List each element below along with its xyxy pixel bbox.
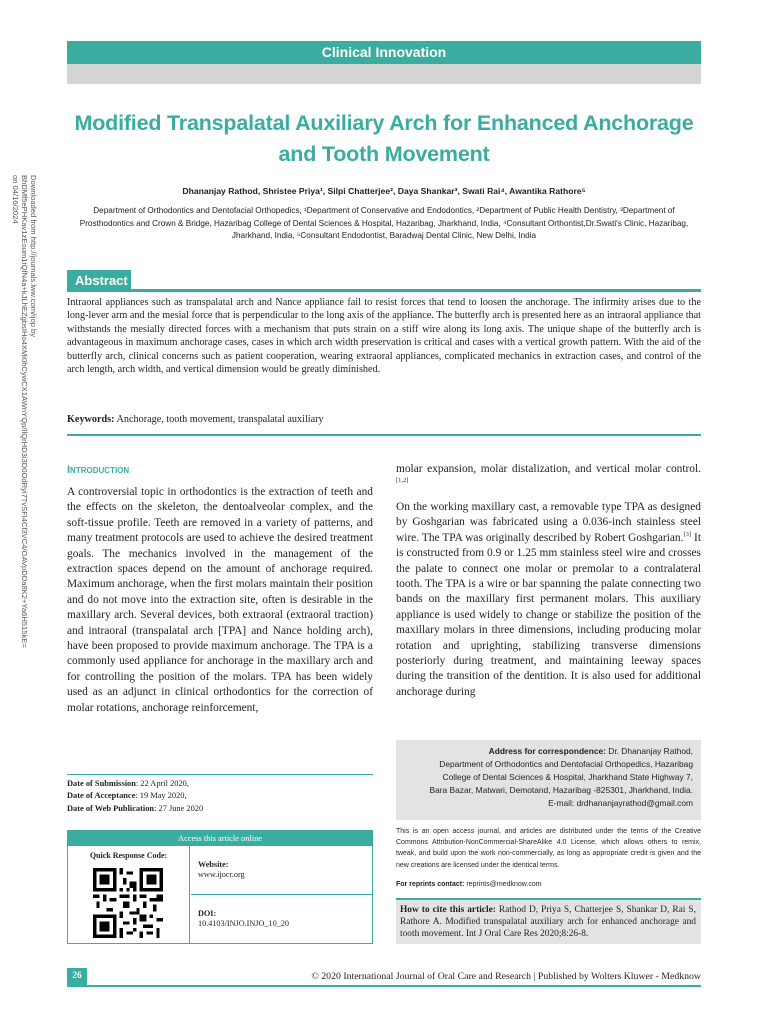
citation-box <box>396 898 701 944</box>
qr-cell <box>68 846 190 943</box>
license-notice: This is an open access journal, and articles are distributed under the terms of the Creative Commons Attribution-NonCommercial-ShareAlike 4.0 License, which allows others to remix, tweak, and build upon the work non-commercially, as long as appropriate credit is given and the new creations are licensed under the identical terms. <box>396 828 701 869</box>
website-cell <box>191 860 372 880</box>
doi-link[interactable]: 10.4103/INJO.INJO_10_20 <box>198 919 289 928</box>
correspondence-name: Dr. Dhananjay Rathod, <box>605 746 693 756</box>
intro-right-para1-text: molar expansion, molar distalization, and vertical molar control. <box>396 463 701 475</box>
section-sub-band <box>67 64 701 84</box>
date-publication <box>67 803 373 815</box>
reprints-label: For reprints contact: <box>396 881 465 888</box>
intro-right-para2-text-2: It is constructed from 0.9 or 1.25 mm stainless steel wire and crosses the palate to connect one molar or premolar to a contralateral tooth. The TPA is a wire or bar spanning the palate connecting two bands on the maxillary first permanent molars. This auxiliary appliance is used widely to change or stabilize the position of the maxillary molars in three dimensions, including producing molar rotation and uprighting, stabilizing transverse dimensions posteriorly during treatment, and maintaining leeway spaces during the transition of the dentition. It is also used for additional anchorage during <box>396 531 701 698</box>
date-acceptance <box>67 790 373 802</box>
qr-code-icon[interactable] <box>93 868 163 938</box>
access-box <box>67 830 373 944</box>
author-list: Dhananjay Rathod, Shristee Priya¹, Silpi Chatterjee², Daya Shankar³, Swati Rai⁴, Awantika Rathore⁵ <box>182 186 586 196</box>
reprints-email[interactable]: reprints@medknow.com <box>464 881 542 888</box>
abstract-rule <box>131 289 701 292</box>
date-submission-value: : 22 April 2020, <box>135 779 189 788</box>
article-dates <box>67 778 373 815</box>
website-label: Website: <box>198 860 229 869</box>
introduction-right-paragraph-2 <box>396 500 701 700</box>
introduction-heading: Introduction <box>67 464 130 476</box>
doi-label: DOI: <box>198 909 217 918</box>
footer-copyright: © 2020 International Journal of Oral Care and Research | Published by Wolters Kluwer - Medknow <box>311 971 701 982</box>
date-publication-label: Date of Web Publication <box>67 803 155 813</box>
citation-label: How to cite this article: <box>400 905 496 915</box>
access-heading: Access this article online <box>68 831 372 846</box>
date-acceptance-value: : 19 May 2020, <box>135 791 187 801</box>
correspondence-name-line <box>396 745 693 758</box>
access-divider <box>191 894 372 895</box>
dates-divider <box>67 774 373 775</box>
correspondence-email[interactable]: E-mail: drdhananjayrathod@gmail.com <box>548 798 693 808</box>
keywords-label: Keywords: <box>67 414 115 425</box>
citation-ref: [3] <box>683 531 692 539</box>
correspondence-box <box>396 740 701 820</box>
doi-cell <box>191 909 372 929</box>
date-submission-label: Date of Submission <box>67 779 136 788</box>
download-watermark <box>11 175 40 648</box>
keywords-divider <box>67 434 701 436</box>
abstract-text: Intraoral appliances such as transpalatal arch and Nance appliance fail to resist forces that tend to loosen the anchorage. The infirmity arises due to the long-lever arm and the mesial force that is perpendicular to the long axis of the appliance. The butterfly arch is presented here as an intraoral appliance that withstands the mesially directed forces with a mechanism that puts strain on a stiff wire along its long axis. The unique shape of the butterfly arch is advantageous in maximum anchorage cases, cases in which arch width preservation is critical and cases with a vertical growth pattern. With the aid of the butterfly arch, clinical concerns such as patient cooperation, wearing extraoral appliances, complicated mechanics in extraction cases, and control of the arch length, arch width, and vertical dimension would be greatly diminished. <box>67 297 701 376</box>
keywords <box>67 414 701 425</box>
correspondence-line-3: Bara Bazar, Matwari, Demotand, Hazaribag -825301, Jharkhand, India. <box>429 785 693 795</box>
introduction-right-paragraph-1 <box>396 462 701 493</box>
qr-label: Quick Response Code: <box>89 851 168 860</box>
affiliations: Department of Orthodontics and Dentofacial Orthopedics, ¹Department of Conservative and Endodontics, ²Department of Public Health Dentistry, ³Department of Prosthodontics and Crown & Bridge, Hazaribag College of Dental Sciences & Hospital, Hazaribag, Jharkhand, India, ⁴Consultant Orthontist,Dr.Swati's Clinic, Hazaribag, Jharkhand, India, ⁵Consultant Endodontist, Baradwaj Dental Clinic, New Delhi, India <box>79 206 689 241</box>
page-number: 26 <box>67 968 87 985</box>
website-link[interactable]: www.ijocr.org <box>198 870 245 879</box>
page-footer <box>67 968 701 987</box>
citation-ref: [1,2] <box>396 477 409 485</box>
download-watermark-text: Downloaded from http://journals.lww.com/ijop by BhDMf5ePHKav1zEoum1tQfN4a+kJLhEZgbsIHo4XMi0hCywCX1AWnYQp/IlQrHD3i3D0OdRyi7TvSFl4Cf3VC4/OAVpDDa8K2+Ya6H515kE= on 04/16/2024 <box>11 175 38 648</box>
intro-right-para2-text-1: On the working maxillary cast, a removable type TPA as designed by Goshgarian was fabricated using a 0.036-inch stainless steel wire. The TPA was originally described by Robert Goshgarian. <box>396 501 701 544</box>
abstract-header <box>67 270 701 292</box>
title-line-1: Modified Transpalatal Auxiliary Arch for Enhanced Anchorage <box>74 111 694 135</box>
title-line-2: and Tooth Movement <box>278 142 490 166</box>
date-acceptance-label: Date of Acceptance <box>67 791 136 801</box>
section-banner <box>67 41 701 64</box>
keywords-text: Anchorage, tooth movement, transpalatal auxiliary <box>116 414 324 425</box>
correspondence-label: Address for correspondence: <box>488 746 606 756</box>
citation-text: Rathod D, Priya S, Chatterjee S, Shankar D, Rai S, Rathore A. Modified transpalatal auxiliary arch for enhanced anchorage and tooth movement. Int J Oral Care Res 2020;8:26-8. <box>400 905 696 940</box>
access-info <box>191 846 372 943</box>
correspondence-line-1: Department of Orthodontics and Dentofacial Orthopedics, Hazaribag <box>439 759 693 769</box>
date-publication-value: : 27 June 2020 <box>154 803 204 813</box>
date-submission <box>67 778 373 790</box>
introduction-left-column: A controversial topic in orthodontics is the extraction of teeth and the effects on the skeleton, the dentoalveolar complex, and the soft-tissue profile. Teeth are removed in a variety of patterns, and many treatment protocols are used to achieve the desired treatment goals. The mechanics involved in the management of the extraction spaces depend on the amount of anchorage required. Maximum anchorage, when the first molars maintain their position and do not move into the extraction site, often is desirable in the maxillary arch. Several devices, both extraoral (extraoral traction) and intraoral (transpalatal arch [TPA] and Nance holding arch), have been proposed to provide maximum anchorage. The TPA is a commonly used appliance for anchorage in the maxillary arch and for controlling the position of the molars. TPA has been widely used as an adjunct in clinical orthodontics for the correction of molar rotations, anchorage reinforcement, <box>67 486 373 714</box>
abstract-label: Abstract <box>67 270 131 292</box>
correspondence-line-2: College of Dental Sciences & Hospital, Jharkhand State Highway 7, <box>442 772 693 782</box>
reprints-contact <box>396 881 701 888</box>
article-title <box>67 108 701 170</box>
section-label: Clinical Innovation <box>321 44 447 60</box>
